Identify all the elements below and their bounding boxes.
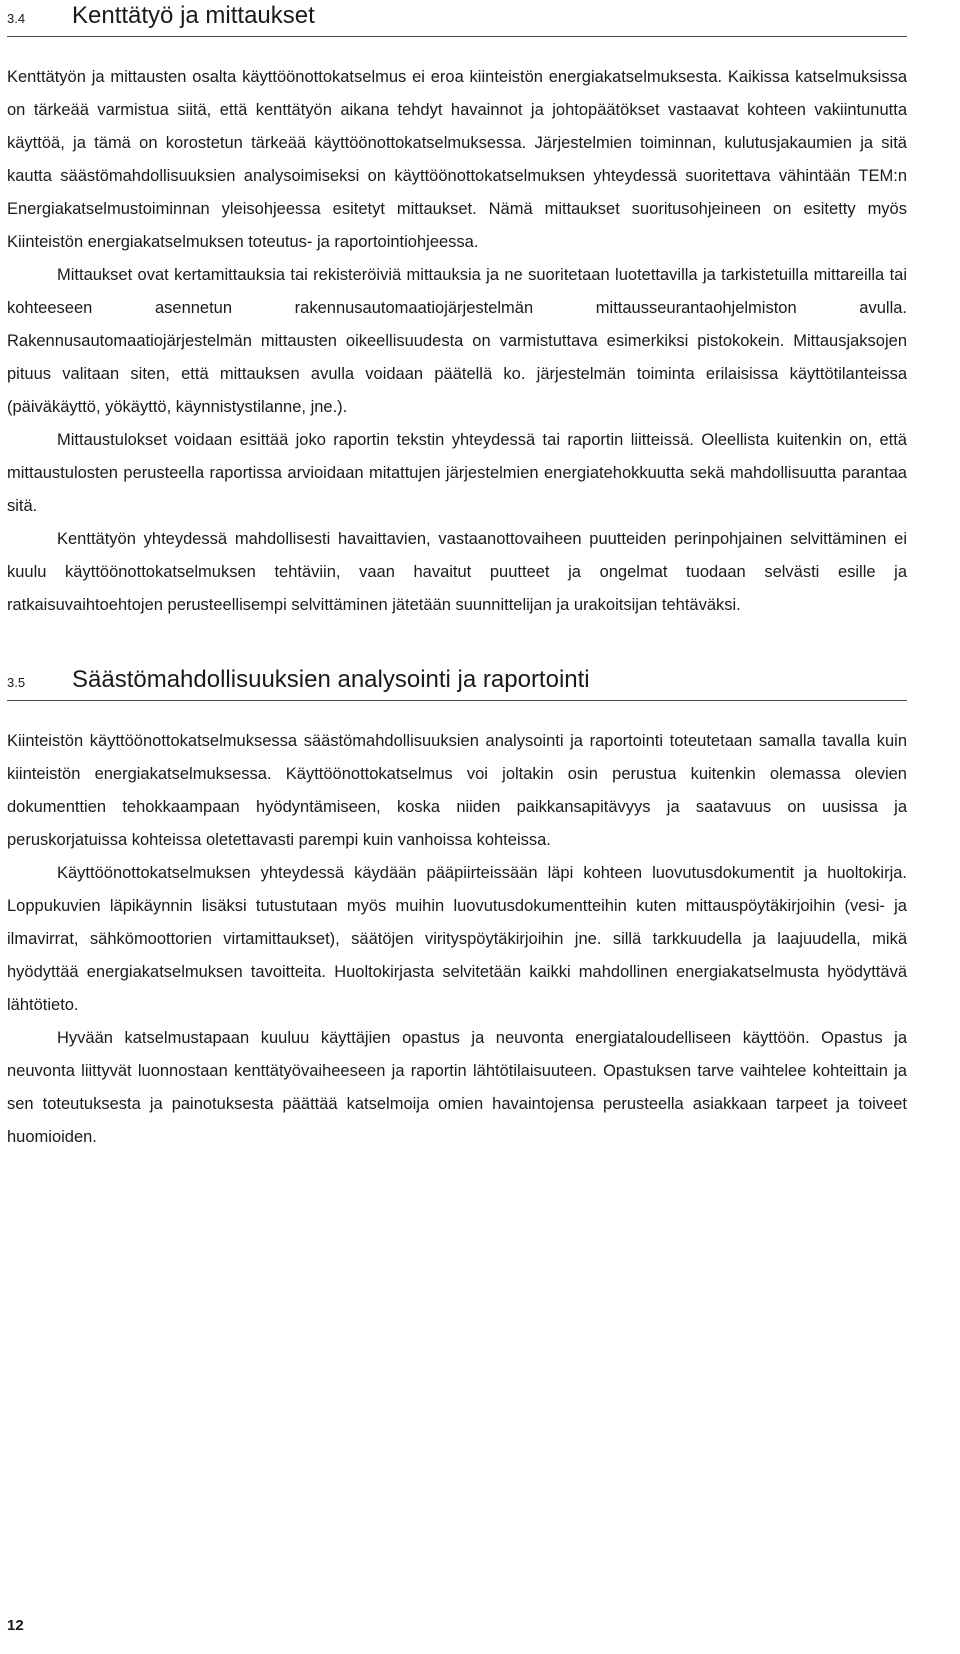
paragraph: Käyttöönottokatselmuksen yhteydessä käydään pääpiirteissään läpi kohteen luovutusdokumentit ja huoltokirja. Loppukuvien läpikäynnin lisäksi tutustutaan myös muihin luovutusdokumentteihin kuten mittauspöytäkirjoihin (vesi- ja ilmavirrat, sähkömoottorien virtamittaukset), säätöjen virityspöytäkirjoihin jne. sillä tarkkuudella ja laajuudella, mikä hyödyttää energiakatselmuksen tavoitteita. Huoltokirjasta selvitetään kaikki mahdollinen energiakatselmusta hyödyttävä lähtötieto.: [7, 864, 907, 1014]
paragraph: Kenttätyön ja mittausten osalta käyttöönottokatselmus ei eroa kiinteistön energiakatselmuksesta. Kaikissa katselmuksissa on tärkeää varmistua siitä, että kenttätyön aikana tehdyt havainnot ja johtopäätökset vastaavat kohteen vakiintunutta käyttöä, ja tämä on korostetun tärkeää käyttöönottokatselmuksessa. Järjestelmien toiminnan, kulutusjakaumien ja sitä kautta säästömahdollisuuksien analysoimiseksi on käyttöönottokatselmuksen yhteydessä suoritettava vähintään TEM:n Energiakatselmustoiminnan yleisohjeessa esitetyt mittaukset. Nämä mittaukset suoritusohjeineen on esitetty myös Kiinteistön energiakatselmuksen toteutus- ja raportointiohjeessa.: [7, 68, 907, 251]
section-heading-3-4: [7, 2, 907, 37]
paragraph: Mittaukset ovat kertamittauksia tai rekisteröiviä mittauksia ja ne suoritetaan luotettavilla ja tarkistetuilla mittareilla tai kohteeseen asennetun rakennusautomaatiojärjestelmän mittausseurantaohjelmiston avulla. Rakennusautomaatiojärjestelmän mittausten oikeellisuudesta on varmistuttava esimerkiksi pistokokein. Mittausjaksojen pituus valitaan siten, että mittauksen avulla voidaan päätellä ko. järjestelmän toiminta erilaisissa käyttötilanteissa (päiväkäyttö, yökäyttö, käynnistystilanne, jne.).: [7, 266, 907, 416]
section-body-3-5: [7, 725, 907, 1154]
section-number: 3.4: [7, 11, 26, 26]
paragraph: Hyvään katselmustapaan kuuluu käyttäjien opastus ja neuvonta energiataloudelliseen käyttöön. Opastus ja neuvonta liittyvät luonnostaan kenttätyövaiheeseen ja raportin lähtötilaisuuteen. Opastuksen tarve vaihtelee kohteittain ja sen toteutuksesta ja painotuksesta päättää katselmoija omien havaintojensa perusteella asiakkaan tarpeet ja toiveet huomioiden.: [7, 1029, 907, 1146]
section-number: 3.5: [7, 675, 26, 690]
section-heading-3-5: [7, 666, 907, 701]
paragraph: Mittaustulokset voidaan esittää joko raportin tekstin yhteydessä tai raportin liitteissä. Oleellista kuitenkin on, että mittaustulosten perusteella raportissa arvioidaan mitattujen järjestelmien energiatehokkuutta sekä mahdollisuutta parantaa sitä.: [7, 431, 907, 515]
paragraph: Kenttätyön yhteydessä mahdollisesti havaittavien, vastaanottovaiheen puutteiden perinpohjainen selvittäminen ei kuulu käyttöönottokatselmuksen tehtäviin, vaan havaitut puutteet ja ongelmat tuodaan selvästi esille ja ratkaisuvaihtoehtojen perusteellisempi selvittäminen jätetään suunnittelijan ja urakoitsijan tehtäväksi.: [7, 530, 907, 614]
paragraph: Kiinteistön käyttöönottokatselmuksessa säästömahdollisuuksien analysointi ja raportointi toteutetaan samalla tavalla kuin kiinteistön energiakatselmuksessa. Käyttöönottokatselmus voi joltakin osin perustua kuitenkin olemassa olevien dokumenttien tehokkaampaan hyödyntämiseen, koska niiden paikkansapitävyys ja saatavuus on uusissa ja peruskorjatuissa kohteissa oletettavasti parempi kuin vanhoissa kohteissa.: [7, 732, 907, 849]
section-body-3-4: [7, 61, 907, 622]
section-title: Säästömahdollisuuksien analysointi ja raportointi: [72, 666, 590, 693]
section-title: Kenttätyö ja mittaukset: [72, 2, 315, 29]
document-page: [7, 0, 907, 1154]
page-number: 12: [7, 1617, 24, 1634]
